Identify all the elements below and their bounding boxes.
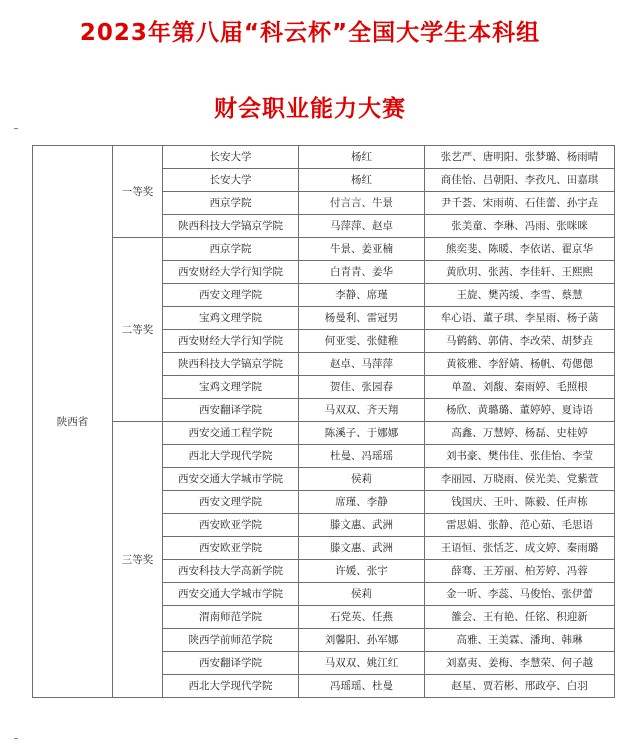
members-cell: 金一昕、李蕊、马俊怡、张伊蕾 <box>425 583 615 606</box>
members-cell: 黄欣玥、张茜、李佳轩、王熙熙 <box>425 261 615 284</box>
advisor-cell: 何亚雯、张健稚 <box>299 330 425 353</box>
page-title: 2023年第八届“科云杯”全国大学生本科组 <box>79 20 541 46</box>
advisor-cell: 牛景、姜亚楠 <box>299 238 425 261</box>
province-cell: 陕西省 <box>33 146 113 698</box>
advisor-cell: 贺佳、张园春 <box>299 376 425 399</box>
members-cell: 王旋、樊芮缓、李雪、蔡慧 <box>425 284 615 307</box>
school-cell: 西京学院 <box>163 192 299 215</box>
school-cell: 陕西学前师范学院 <box>163 629 299 652</box>
school-cell: 宝鸡文理学院 <box>163 307 299 330</box>
members-cell: 薛骞、王芳丽、柏芳婷、冯蓉 <box>425 560 615 583</box>
advisor-cell: 李静、席瑾 <box>299 284 425 307</box>
advisor-cell: 冯瑶瑶、杜曼 <box>299 675 425 698</box>
members-cell: 刘书豪、樊伟佳、张佳怡、李莹 <box>425 445 615 468</box>
school-cell: 西安文理学院 <box>163 491 299 514</box>
advisor-cell: 马双双、姚江红 <box>299 652 425 675</box>
results-table <box>32 145 615 698</box>
school-cell: 西安翻译学院 <box>163 652 299 675</box>
advisor-cell: 马萍萍、赵卓 <box>299 215 425 238</box>
members-cell: 赵星、贾若彬、邢政亭、白羽 <box>425 675 615 698</box>
advisor-cell: 赵卓、马萍萍 <box>299 353 425 376</box>
members-cell: 马鹤鹤、郭倩、李改荣、胡梦垚 <box>425 330 615 353</box>
school-cell: 西北大学现代学院 <box>163 445 299 468</box>
school-cell: 西安翻译学院 <box>163 399 299 422</box>
school-cell: 西安欧亚学院 <box>163 537 299 560</box>
school-cell: 西安交通大学城市学院 <box>163 583 299 606</box>
school-cell: 长安大学 <box>163 169 299 192</box>
advisor-cell: 杨红 <box>299 169 425 192</box>
results-table-body <box>33 146 615 698</box>
school-cell: 西安交通大学城市学院 <box>163 468 299 491</box>
school-cell: 西北大学现代学院 <box>163 675 299 698</box>
school-cell: 西安财经大学行知学院 <box>163 330 299 353</box>
members-cell: 单盈、刘馥、秦雨婷、毛照根 <box>425 376 615 399</box>
school-cell: 陕西科技大学镐京学院 <box>163 353 299 376</box>
members-cell: 李丽园、万晓雨、侯光美、党紫萱 <box>425 468 615 491</box>
advisor-cell: 杨红 <box>299 146 425 169</box>
table-row <box>33 146 615 169</box>
members-cell: 张美童、李琳、冯雨、张咪咪 <box>425 215 615 238</box>
award-level-cell: 二等奖 <box>113 238 163 422</box>
school-cell: 宝鸡文理学院 <box>163 376 299 399</box>
advisor-cell: 付言言、牛景 <box>299 192 425 215</box>
members-cell: 杨欣、黄璐璐、董婷婷、夏诗语 <box>425 399 615 422</box>
members-cell: 高雅、王美霖、潘珣、韩琳 <box>425 629 615 652</box>
school-cell: 西京学院 <box>163 238 299 261</box>
table-row <box>33 238 615 261</box>
advisor-cell: 许媛、张宇 <box>299 560 425 583</box>
members-cell: 黄筱雅、李舒婧、杨帆、苟偲偲 <box>425 353 615 376</box>
school-cell: 西安科技大学高新学院 <box>163 560 299 583</box>
school-cell: 西安文理学院 <box>163 284 299 307</box>
members-cell: 商佳怡、吕朝阳、李孜凡、田嘉琪 <box>425 169 615 192</box>
school-cell: 西安欧亚学院 <box>163 514 299 537</box>
margin-mark <box>14 128 18 129</box>
table-row <box>33 422 615 445</box>
advisor-cell: 侯莉 <box>299 468 425 491</box>
advisor-cell: 刘馨阳、孙军娜 <box>299 629 425 652</box>
advisor-cell: 白青青、姜华 <box>299 261 425 284</box>
advisor-cell: 陈溪子、于娜娜 <box>299 422 425 445</box>
members-cell: 王语恒、张恬芝、成文婷、秦雨璐 <box>425 537 615 560</box>
school-cell: 渭南师范学院 <box>163 606 299 629</box>
school-cell: 西安财经大学行知学院 <box>163 261 299 284</box>
school-cell: 西安交通工程学院 <box>163 422 299 445</box>
members-cell: 雷思娟、张静、范心茹、毛思语 <box>425 514 615 537</box>
school-cell: 长安大学 <box>163 146 299 169</box>
advisor-cell: 杜曼、冯瑶瑶 <box>299 445 425 468</box>
advisor-cell: 石党英、任燕 <box>299 606 425 629</box>
school-cell: 陕西科技大学镐京学院 <box>163 215 299 238</box>
award-level-cell: 三等奖 <box>113 422 163 698</box>
advisor-cell: 杨曼利、雷冠男 <box>299 307 425 330</box>
award-level-cell: 一等奖 <box>113 146 163 238</box>
members-cell: 雒会、王有艳、任铭、积迎新 <box>425 606 615 629</box>
margin-mark <box>14 738 18 739</box>
advisor-cell: 滕文惠、武洲 <box>299 537 425 560</box>
members-cell: 牟心语、董子琪、李星雨、杨子菡 <box>425 307 615 330</box>
members-cell: 张艺严、唐明阳、张梦璐、杨雨晴 <box>425 146 615 169</box>
members-cell: 熊奕斐、陈暖、李依诺、翟京华 <box>425 238 615 261</box>
advisor-cell: 滕文惠、武洲 <box>299 514 425 537</box>
members-cell: 钱国庆、王叶、陈毅、任声栋 <box>425 491 615 514</box>
advisor-cell: 席瑾、李静 <box>299 491 425 514</box>
members-cell: 刘嘉夷、姜梅、李慧荣、何子越 <box>425 652 615 675</box>
page-subtitle: 财会职业能力大赛 <box>214 96 406 122</box>
members-cell: 尹千荟、宋雨萌、石佳蕾、孙宇垚 <box>425 192 615 215</box>
advisor-cell: 马双双、齐天翔 <box>299 399 425 422</box>
members-cell: 高鑫、万慧婷、杨磊、史桂婷 <box>425 422 615 445</box>
advisor-cell: 侯莉 <box>299 583 425 606</box>
